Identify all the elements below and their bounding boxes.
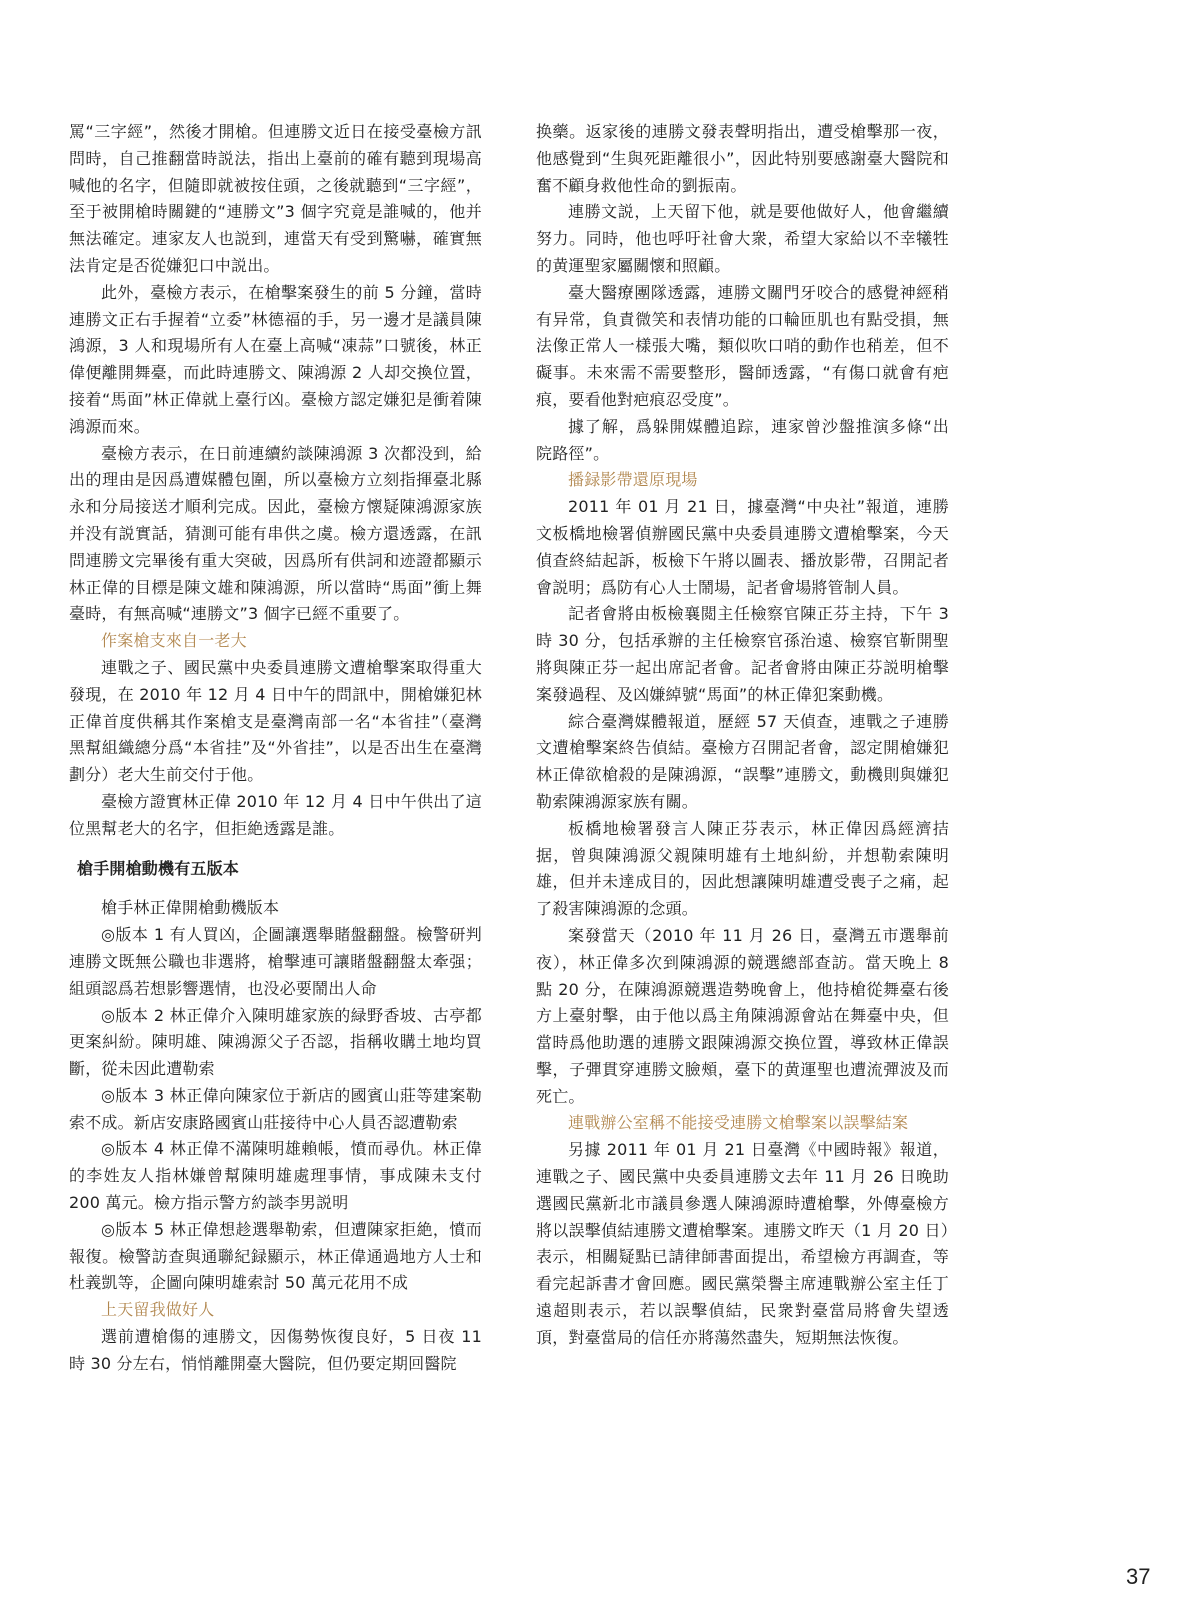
section-subheading: 作案槍支來自一老大 — [101, 631, 247, 651]
paragraph: 罵“三字經”，然後才開槍。但連勝文近日在接受臺檢方訊問時，自己推翻當時説法，指出上臺前的確有聽到現場高喊他的名字，但隨即就被按住頭，之後就聽到“三字經”，至于被開槍時關鍵的“連勝文”3 個字究竟是誰喊的，他并無法確定。連家友人也説到，連當天有受到驚嚇，確實無法肯定是否從嫌犯口中説出。 — [69, 122, 482, 275]
version-item: ◎版本 3 林正偉向陳家位于新店的國賓山莊等建案勒索不成。新店安康路國賓山莊接待中心人員否認遭勒索 — [69, 1085, 482, 1132]
paragraph: 换藥。返家後的連勝文發表聲明指出，遭受槍擊那一夜，他感覺到“生與死距離很小”，因此特别要感謝臺大醫院和奮不顧身救他性命的劉振南。 — [536, 122, 949, 195]
section-subheading: 上天留我做好人 — [101, 1300, 215, 1320]
paragraph: 連戰之子、國民黨中央委員連勝文遭槍擊案取得重大發現，在 2010 年 12 月 4 日中午的問訊中，開槍嫌犯林正偉首度供稱其作案槍支是臺灣南部一名“本省挂”（臺灣黑幫組織總分爲“本省挂”及“外省挂”，以是否出生在臺灣劃分）老大生前交付于他。 — [69, 657, 482, 785]
version-item: ◎版本 1 有人買凶，企圖讓選舉賭盤翻盤。檢警研判連勝文既無公職也非選將，槍擊連可讓賭盤翻盤太牽强；組頭認爲若想影響選情，也没必要鬧出人命 — [69, 925, 482, 998]
paragraph: 案發當天（2010 年 11 月 26 日，臺灣五市選舉前夜），林正偉多次到陳鴻源的競選總部查訪。當天晚上 8 點 20 分，在陳鴻源競選造勢晚會上，他持槍從舞臺右後方上臺射擊，由于他以爲主角陳鴻源會站在舞臺中央，但當時爲他助選的連勝文跟陳鴻源交换位置，導致林正偉誤擊，子彈貫穿連勝文臉頰，臺下的黄運聖也遭流彈波及而死亡。 — [536, 925, 949, 1106]
page-number: 37 — [1126, 1564, 1151, 1589]
version-item: ◎版本 5 林正偉想趁選舉勒索，但遭陳家拒絶，憤而報復。檢警訪查與通聯紀録顯示，林正偉通過地方人士和杜義凱等，企圖向陳明雄索討 50 萬元花用不成 — [69, 1219, 482, 1293]
right-column — [536, 119, 949, 1352]
paragraph: 臺檢方證實林正偉 2010 年 12 月 4 日中午供出了這位黑幫老大的名字，但拒絶透露是誰。 — [69, 791, 482, 838]
version-item: ◎版本 4 林正偉不滿陳明雄賴帳，憤而尋仇。林正偉的李姓友人指林嫌曾幫陳明雄處理事情，事成陳未支付 200 萬元。檢方指示警方約談李男説明 — [69, 1139, 482, 1213]
paragraph: 臺檢方表示，在日前連續約談陳鴻源 3 次都没到，給出的理由是因爲遭媒體包圍，所以臺檢方立刻指揮臺北縣永和分局接送才順利完成。因此，臺檢方懷疑陳鴻源家族并没有説實話，猜測可能有串供之虞。檢方還透露，在訊問連勝文完畢後有重大突破，因爲所有供詞和迹證都顯示林正偉的目標是陳文雄和陳鴻源，所以當時“馬面”衝上舞臺時，有無高喊“連勝文”3 個字已經不重要了。 — [69, 443, 482, 624]
list-label: 槍手林正偉開槍動機版本 — [101, 898, 280, 918]
paragraph: 據了解，爲躲開媒體追踪，連家曾沙盤推演多條“出院路徑”。 — [536, 416, 949, 463]
paragraph: 此外，臺檢方表示，在槍擊案發生的前 5 分鐘，當時連勝文正右手握着“立委”林德福的手，另一邊才是議員陳鴻源，3 人和現場所有人在臺上高喊“凍蒜”口號後，林正偉便離開舞臺，而此時連勝文、陳鴻源 2 人却交換位置，接着“馬面”林正偉就上臺行凶。臺檢方認定嫌犯是衝着陳鴻源而來。 — [69, 282, 482, 436]
paragraph: 2011 年 01 月 21 日，據臺灣“中央社”報道，連勝文板橋地檢署偵辦國民黨中央委員連勝文遭槍擊案，今天偵查終結起訴，板檢下午將以圖表、播放影帶，召開記者會説明；爲防有心人士鬧場，記者會場將管制人員。 — [536, 497, 949, 597]
section-subheading: 連戰辦公室稱不能接受連勝文槍擊案以誤擊結案 — [568, 1113, 909, 1133]
paragraph: 板橋地檢署發言人陳正芬表示，林正偉因爲經濟拮据，曾與陳鴻源父親陳明雄有土地糾紛，并想勒索陳明雄，但并未達成目的，因此想讓陳明雄遭受喪子之痛，起了殺害陳鴻源的念頭。 — [536, 818, 949, 919]
version-item: ◎版本 2 林正偉介入陳明雄家族的緑野香坡、古亭都更案糾紛。陳明雄、陳鴻源父子否認，指稱收購土地均買斷，從未因此遭勒索 — [69, 1005, 482, 1079]
paragraph: 選前遭槍傷的連勝文，因傷勢恢復良好，5 日夜 11 時 30 分左右，悄悄離開臺大醫院，但仍要定期回醫院 — [69, 1327, 482, 1373]
paragraph: 記者會將由板檢襄閲主任檢察官陳正芬主持，下午 3 時 30 分，包括承辦的主任檢察官孫治遠、檢察官靳開聖將與陳正芬一起出席記者會。記者會將由陳正芬説明槍擊案發過程、及凶嫌綽號“馬面”的林正偉犯案動機。 — [536, 604, 949, 704]
paragraph: 臺大醫療團隊透露，連勝文關門牙咬合的感覺神經稍有异常，負責微笑和表情功能的口輪匝肌也有點受損，無法像正常人一樣張大嘴，類似吹口哨的動作也稍差，但不礙事。未來需不需要整形，醫師透露，“有傷口就會有疤痕，要看他對疤痕忍受度”。 — [536, 282, 949, 409]
section-subheading: 播録影帶還原現場 — [568, 470, 698, 490]
paragraph: 綜合臺灣媒體報道，歷經 57 天偵查，連戰之子連勝文遭槍擊案終告偵結。臺檢方召開記者會，認定開槍嫌犯林正偉欲槍殺的是陳鴻源，“誤擊”連勝文，動機則與嫌犯勒索陳鴻源家族有關。 — [536, 711, 949, 811]
section-heading: 槍手開槍動機有五版本 — [77, 858, 240, 878]
paragraph: 另據 2011 年 01 月 21 日臺灣《中國時報》報道，連戰之子、國民黨中央委員連勝文去年 11 月 26 日晚助選國民黨新北市議員參選人陳鴻源時遭槍擊，外傳臺檢方將以誤擊偵結連勝文遭槍擊案。連勝文昨天（1 月 20 日）表示，相關疑點已請律師書面提出，希望檢方再調查，等看完起訴書才會回應。國民黨榮譽主席連戰辦公室主任丁遠超則表示，若以誤擊偵結，民衆對臺當局將會失望透頂，對臺當局的信任亦將蕩然盡失，短期無法恢復。 — [536, 1140, 949, 1347]
paragraph: 連勝文説，上天留下他，就是要他做好人，他會繼續努力。同時，他也呼吁社會大衆，希望大家給以不幸犧牲的黄運聖家屬關懷和照顧。 — [536, 202, 949, 275]
left-column — [69, 119, 482, 1378]
